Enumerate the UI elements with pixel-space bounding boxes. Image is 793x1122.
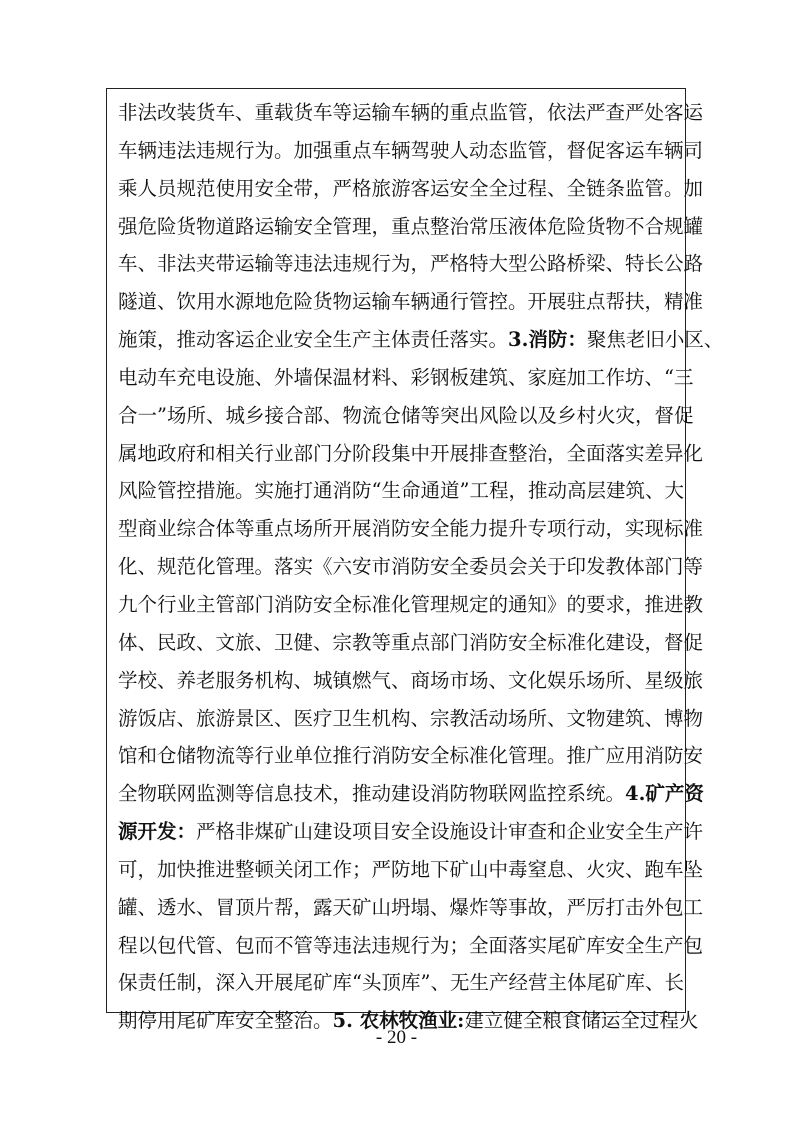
text-line bbox=[118, 245, 704, 283]
text-segment: 游饭店、旅游景区、医疗卫生机构、宗教活动场所、文物建筑、博物 bbox=[118, 706, 704, 730]
text-line bbox=[118, 624, 704, 662]
body-text bbox=[118, 94, 724, 1040]
text-line bbox=[118, 889, 704, 927]
text-segment: 罐、透水、冒顶片帮，露天矿山坍塌、爆炸等事故，严厉打击外包工 bbox=[118, 895, 704, 919]
text-segment: 车辆违法违规行为。加强重点车辆驾驶人动态监管，督促客运车辆司 bbox=[118, 138, 704, 162]
text-line bbox=[118, 359, 694, 397]
text-segment: 严格非煤矿山建设项目安全设施设计审查和企业安全生产许 bbox=[196, 820, 704, 844]
text-line bbox=[118, 737, 704, 775]
text-line bbox=[118, 132, 704, 170]
text-segment: 乘人员规范使用安全带，严格旅游客运安全全过程、全链条监管。加 bbox=[118, 176, 704, 200]
text-segment: 体、民政、文旅、卫健、宗教等重点部门消防安全标准化建设，督促 bbox=[118, 630, 704, 654]
text-segment: 型商业综合体等重点场所开展消防安全能力提升专项行动，实现标准 bbox=[118, 517, 704, 541]
text-segment: 期停用尾矿库安全整治。 bbox=[118, 1009, 333, 1033]
text-line bbox=[118, 435, 704, 473]
section-heading: 4.矿产资 bbox=[625, 782, 704, 806]
text-line bbox=[118, 548, 704, 586]
section-heading: 源开发： bbox=[118, 820, 197, 844]
text-line bbox=[118, 170, 704, 208]
page-number: - 20 - bbox=[375, 1027, 418, 1048]
text-line bbox=[118, 586, 704, 624]
text-segment: 化、规范化管理。落实《六安市消防安全委员会关于印发教体部门等 bbox=[118, 555, 704, 579]
text-line bbox=[118, 927, 704, 965]
text-line bbox=[118, 775, 704, 813]
text-line bbox=[118, 208, 704, 246]
text-line bbox=[118, 813, 704, 851]
section-heading: 3.消防： bbox=[508, 328, 587, 352]
text-segment: 保责任制，深入开展尾矿库“头顶库”、无生产经营主体尾矿库、长 bbox=[118, 971, 684, 995]
text-line bbox=[118, 700, 704, 738]
text-line bbox=[118, 94, 704, 132]
text-segment: 合一”场所、城乡接合部、物流仓储等突出风险以及乡村火灾，督促 bbox=[118, 403, 694, 427]
text-segment: 学校、养老服务机构、城镇燃气、商场市场、文化娱乐场所、星级旅 bbox=[118, 668, 704, 692]
text-segment: 车、非法夹带运输等违法违规行为，严格特大型公路桥梁、特长公路 bbox=[118, 252, 704, 276]
section-heading: 5. 农林牧渔业: bbox=[332, 1009, 465, 1033]
text-line bbox=[118, 321, 724, 359]
text-segment: 聚焦老旧小区、 bbox=[586, 328, 724, 352]
text-segment: 施策，推动客运企业安全生产主体责任落实。 bbox=[118, 328, 509, 352]
text-line bbox=[118, 662, 704, 700]
text-segment: 属地政府和相关行业部门分阶段集中开展排查整治，全面落实差异化 bbox=[118, 441, 704, 465]
text-line bbox=[118, 964, 684, 1002]
text-segment: 馆和仓储物流等行业单位推行消防安全标准化管理。推广应用消防安 bbox=[118, 744, 704, 768]
text-line bbox=[118, 851, 704, 889]
text-segment: 非法改装货车、重载货车等运输车辆的重点监管，依法严查严处客运 bbox=[118, 101, 704, 124]
text-segment: 电动车充电设施、外墙保温材料、彩钢板建筑、家庭加工作坊、“三 bbox=[118, 365, 694, 389]
text-segment: 强危险货物道路运输安全管理，重点整治常压液体危险货物不合规罐 bbox=[118, 214, 704, 238]
text-segment: 风险管控措施。实施打通消防“生命通道”工程，推动高层建筑、大 bbox=[118, 479, 684, 503]
text-line bbox=[118, 283, 704, 321]
text-line bbox=[118, 510, 704, 548]
text-line bbox=[118, 472, 684, 510]
text-segment: 程以包代管、包而不管等违法违规行为；全面落实尾矿库安全生产包 bbox=[118, 933, 704, 957]
text-segment: 可，加快推进整顿关闭工作；严防地下矿山中毒窒息、火灾、跑车坠 bbox=[118, 857, 704, 881]
text-segment: 九个行业主管部门消防安全标准化管理规定的通知》的要求，推进教 bbox=[118, 592, 704, 616]
text-segment: 隧道、饮用水源地危险货物运输车辆通行管控。开展驻点帮扶，精准 bbox=[118, 290, 704, 314]
text-segment: 建立健全粮食储运全过程火 bbox=[464, 1009, 699, 1033]
text-segment: 全物联网监测等信息技术，推动建设消防物联网监控系统。 bbox=[118, 782, 626, 806]
text-line bbox=[118, 397, 694, 435]
